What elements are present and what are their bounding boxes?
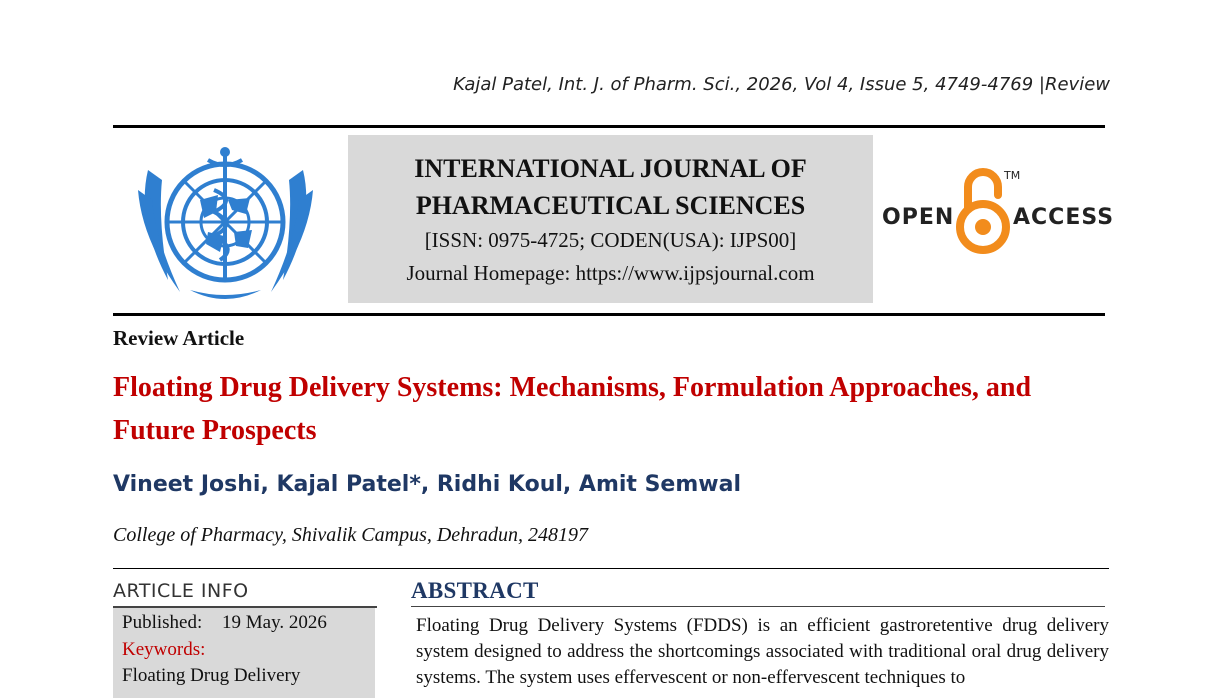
- running-header-citation: Kajal Patel, Int. J. of Pharm. Sci., 2026, Vol 4, Issue 5, 4749-4769 |Review: [453, 74, 1110, 95]
- author-affiliation: College of Pharmacy, Shivalik Campus, Dehradun, 248197: [113, 524, 588, 546]
- issn-line: [ISSN: 0975-4725; CODEN(USA): IJPS00]: [424, 228, 797, 252]
- masthead-bottom-rule: [113, 313, 1105, 316]
- article-info-heading: ARTICLE INFO: [113, 580, 249, 602]
- keyword-item: Floating Drug Delivery: [122, 665, 301, 686]
- author-list: Vineet Joshi, Kajal Patel*, Ridhi Koul, Amit Semwal: [113, 472, 741, 497]
- journal-masthead-box: [348, 135, 873, 303]
- section-divider: [113, 568, 1109, 569]
- journal-title-line-2: PHARMACEUTICAL SCIENCES: [415, 191, 806, 220]
- masthead-top-rule: [113, 125, 1105, 128]
- abstract-heading: ABSTRACT: [411, 578, 539, 603]
- journal-homepage-link[interactable]: Journal Homepage: https://www.ijpsjournal.com: [406, 261, 815, 285]
- article-title: Floating Drug Delivery Systems: Mechanisms, Formulation Approaches, and Future Prospects: [113, 372, 1032, 446]
- open-access-word-access: ACCESS: [1013, 205, 1115, 230]
- keywords-label: Keywords:: [122, 639, 206, 660]
- open-access-logo: [880, 165, 1115, 255]
- open-access-word-open: OPEN: [882, 205, 955, 230]
- journal-title-line-1: INTERNATIONAL JOURNAL OF: [414, 154, 807, 183]
- trademark-mark: TM: [1004, 169, 1021, 182]
- article-type-label: Review Article: [113, 326, 245, 350]
- published-label: Published:: [122, 612, 203, 633]
- article-info-box: [113, 608, 375, 698]
- abstract-text: Floating Drug Delivery Systems (FDDS) is an efficient gastroretentive drug delivery system designed to address the shortcomings associated with traditional oral drug delivery systems. The system uses effervescent or non-effervescent techniques to: [416, 615, 1109, 688]
- published-date: 19 May. 2026: [222, 612, 327, 633]
- abstract-rule: [411, 606, 1105, 607]
- caduceus-globe-seal-icon: [128, 140, 323, 305]
